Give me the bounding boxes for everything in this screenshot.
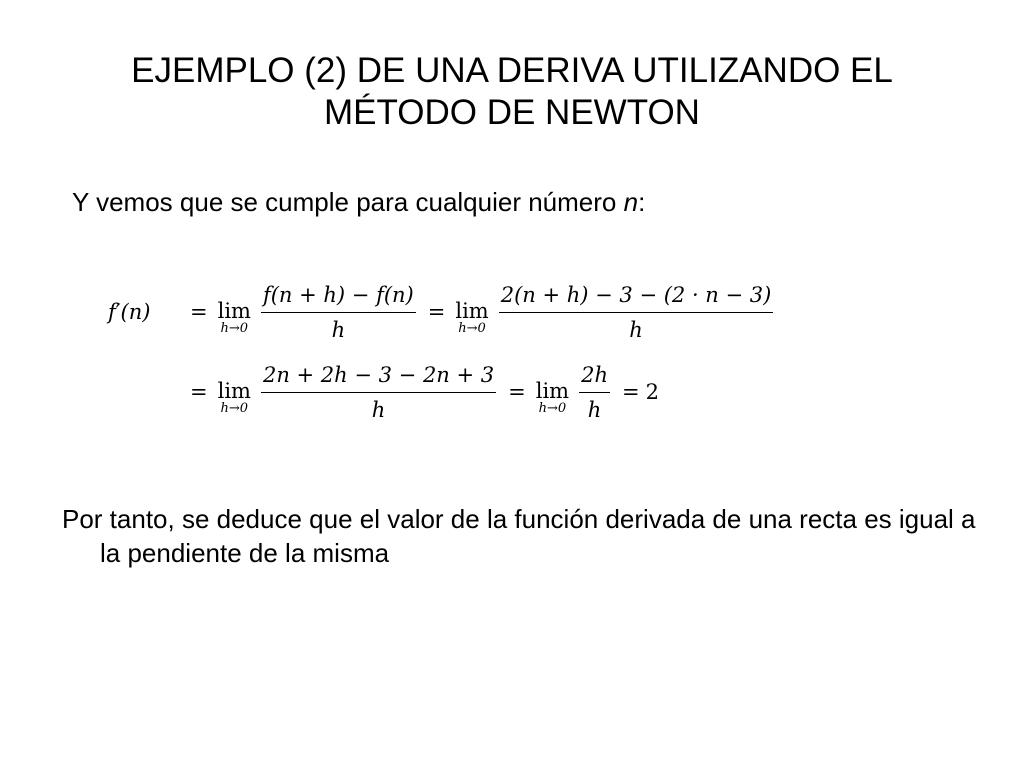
limit-subscript: h→0 (458, 321, 486, 336)
equals-sign: = (622, 380, 640, 404)
limit-operator (455, 300, 488, 336)
limit-operator (536, 380, 569, 416)
limit-word: lim (217, 299, 251, 323)
derivative-equation (108, 272, 779, 432)
fraction (261, 282, 416, 343)
fraction (499, 282, 774, 343)
equals-sign: = (190, 300, 208, 324)
fraction-denominator: h (371, 397, 386, 422)
limit-operator (218, 380, 251, 416)
equation-result: 2 (645, 380, 659, 404)
fraction-numerator: 2(n + h) − 3 − (2 · n − 3) (499, 282, 774, 313)
equation-lhs: f′(n) (108, 300, 151, 324)
equation-row-1 (108, 272, 779, 352)
fraction-denominator: h (331, 317, 346, 342)
equals-sign: = (508, 380, 526, 404)
limit-word: lim (535, 379, 570, 403)
fraction-denominator: h (587, 397, 602, 422)
fraction (261, 362, 496, 423)
intro-text (72, 186, 645, 218)
limit-subscript: h→0 (220, 321, 249, 336)
limit-word: lim (455, 299, 489, 323)
fraction-numerator: 2n + 2h − 3 − 2n + 3 (261, 362, 496, 393)
slide-title-line-2: MÉTODO DE NEWTON (324, 93, 700, 132)
conclusion-text: Por tanto, se deduce que el valor de la función derivada de una recta es igual a la pendiente de la misma (62, 504, 976, 568)
intro-colon: : (638, 187, 646, 217)
intro-text-main: Y vemos que se cumple para cualquier número (72, 187, 624, 217)
slide-title-line-1: EJEMPLO (2) DE UNA DERIVA UTILIZANDO EL (131, 51, 893, 90)
equation-row-2 (108, 352, 779, 432)
fraction-denominator: h (629, 317, 643, 342)
fraction (579, 362, 610, 423)
intro-variable: n (623, 187, 639, 217)
limit-subscript: h→0 (538, 401, 567, 416)
limit-word: lim (217, 379, 251, 403)
fraction-numerator: f(n + h) − f(n) (261, 282, 416, 313)
equals-sign: = (190, 380, 208, 404)
limit-subscript: h→0 (220, 401, 249, 416)
slide-title (40, 50, 984, 134)
fraction-numerator: 2h (579, 362, 610, 393)
limit-operator (218, 300, 251, 336)
equals-sign: = (427, 300, 446, 324)
